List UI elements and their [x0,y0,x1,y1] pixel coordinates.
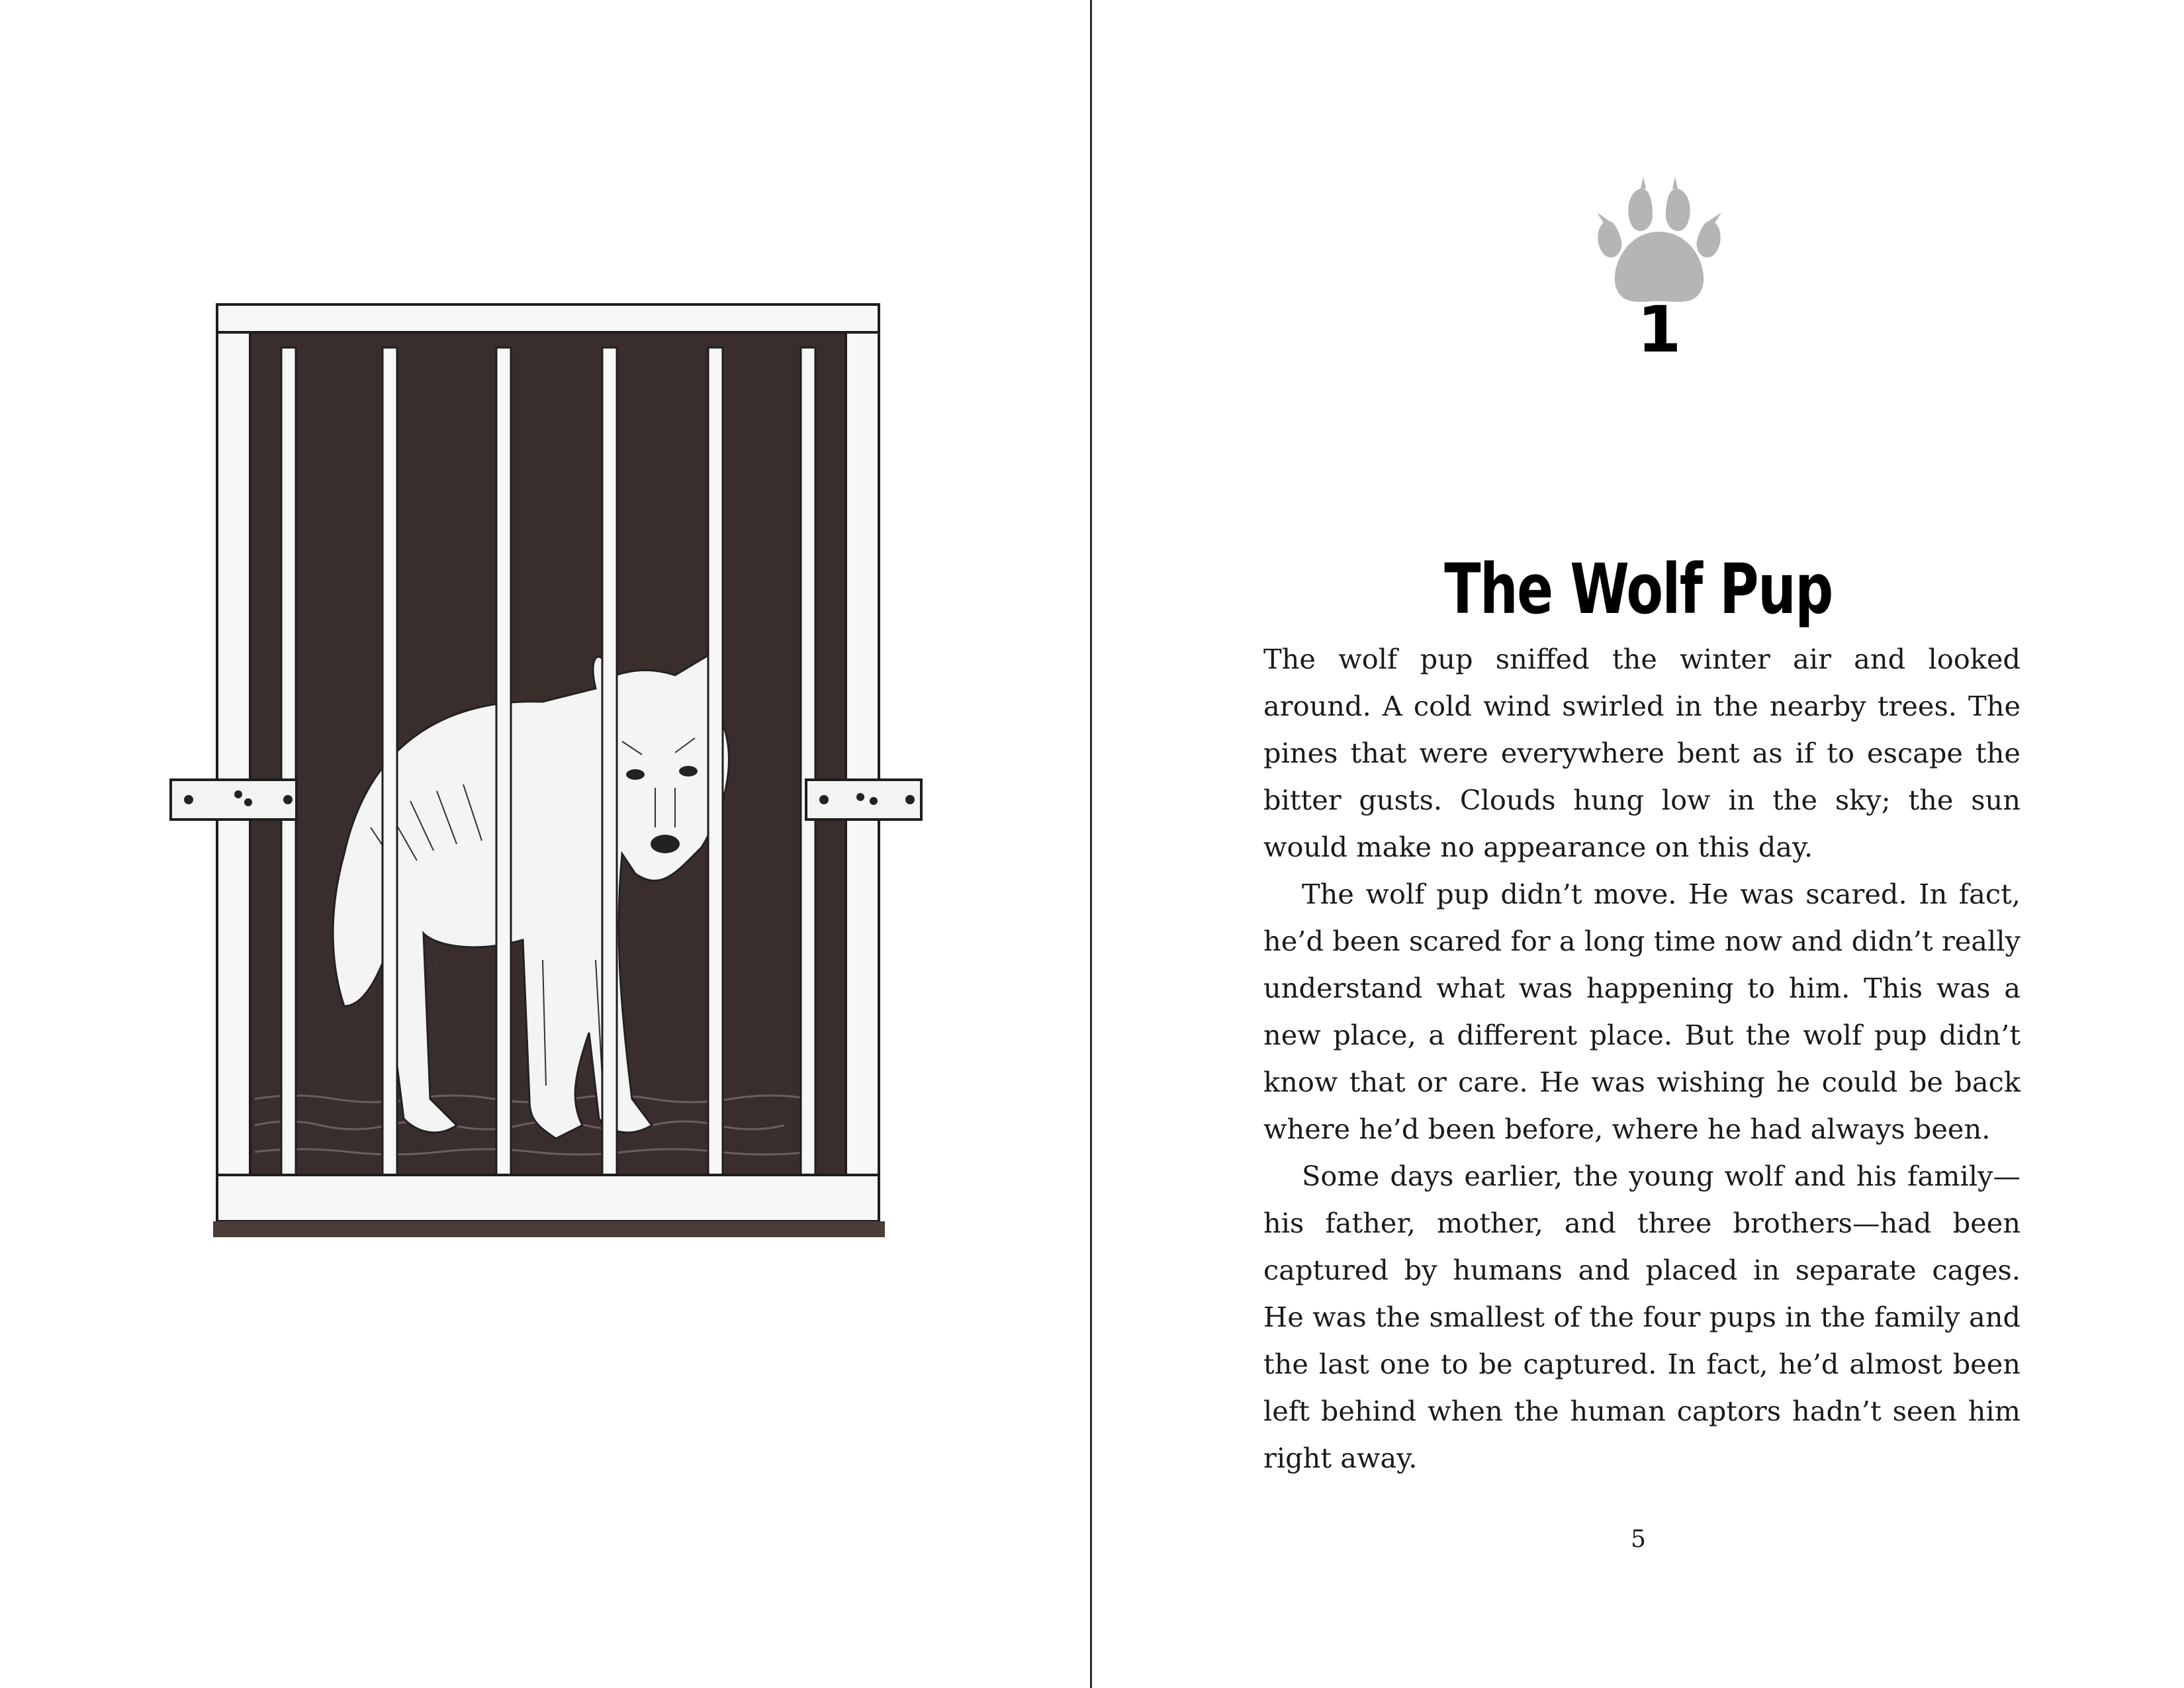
chapter-emblem [1586,175,1732,367]
chapter-title: The Wolf Pup [1444,548,1833,630]
chapter-number: 1 [1637,293,1682,367]
paragraph-1: The wolf pup sniffed the winter air and looked around. A cold wind swirled in the nearby trees. The pines that were everywhere bent as if to escape the bitter gusts. Clouds hung low in the sky; the sun would make no appearance on this day. [1263,643,2021,863]
left-page [0,0,1090,1688]
paragraph-2: The wolf pup didn’t move. He was scared. In fact, he’d been scared for a long time now and didn’t really understand what was happening to him. This was a new place, a different place. But the wolf pup didn’t know that or care. He was wishing he could be back where he’d been before, where he had always been. [1263,878,2021,1145]
paragraph-3: Some days earlier, the young wolf and his family—his father, mother, and three brothers—had been captured by humans and placed in separate cages. He was the smallest of the four pups in the family and the last one to be captured. In fact, he’d almost been left behind when the human captors hadn’t seen him right away. [1263,1160,2021,1474]
chapter-body [1263,635,2021,1481]
right-page [1093,0,2184,1688]
book-spine-divider [1090,0,1092,1688]
wolf-cage-illustration [146,281,940,1274]
page-number: 5 [1631,1526,1646,1553]
paw-print-icon [1586,175,1732,308]
